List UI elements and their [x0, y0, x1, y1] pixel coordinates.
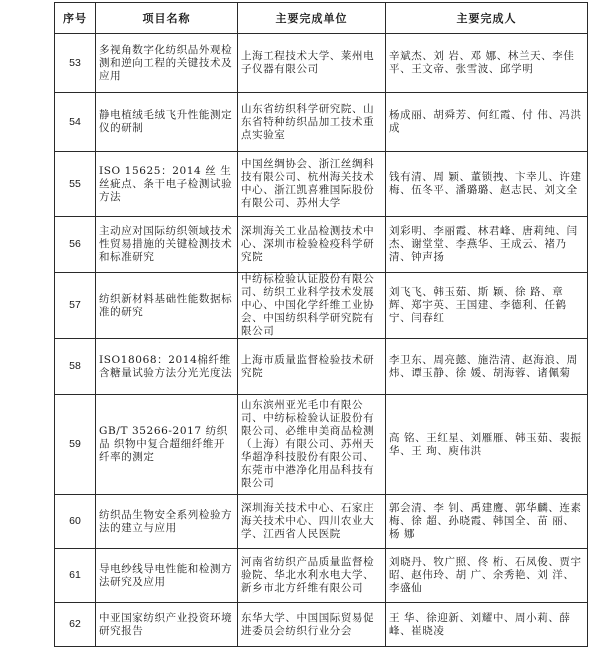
row-completing-unit: 东华大学、中国国际贸易促进委员会纺织行业分会 [238, 603, 386, 647]
row-project-name: ISO18068：2014棉纤维含糖量试验方法分光光度法 [96, 339, 238, 395]
row-completing-unit: 中纺标检验认证股份有限公司、纺织工业科学技术发展中心、中国化学纤维工业协会、中国纺织科学研究院有限公司 [238, 273, 386, 339]
row-project-name: 中亚国家纺织产业投资环境研究报告 [96, 603, 238, 647]
row-project-name: ISO 15625：2014 丝 生丝疵点、条干电子检测试验方法 [96, 152, 238, 217]
header-project-name: 项目名称 [96, 3, 238, 34]
header-seq: 序号 [55, 3, 96, 34]
row-completing-people: 刘晓丹、牧广照、佟 桁、石凤俊、贾宇昭、赵伟玲、胡 广、余秀艳、刘 洋、李盛仙 [386, 549, 588, 603]
row-project-name: 导电纱线导电性能和检测方法研究及应用 [96, 549, 238, 603]
row-completing-unit: 河南省纺织产品质量监督检验院、华北水利水电大学、新乡市北方纤维有限公司 [238, 549, 386, 603]
header-completing-people: 主要完成人 [386, 3, 588, 34]
table-row [55, 549, 588, 603]
row-completing-people: 钱有清、周 颖、董锁拽、卞幸儿、许建梅、伍冬平、潘璐璐、赵志民、刘文全 [386, 152, 588, 217]
row-seq: 60 [55, 495, 96, 549]
row-completing-people: 杨成丽、胡舜芳、何红霞、付 伟、冯洪成 [386, 93, 588, 152]
row-seq: 58 [55, 339, 96, 395]
row-completing-people: 刘飞飞、韩玉茹、斯 颖、徐 路、章 辉、郑宇英、王国建、李德利、任鹤宁、闫春红 [386, 273, 588, 339]
row-project-name: 纺织新材料基础性能数据标准的研究 [96, 273, 238, 339]
table-row [55, 34, 588, 93]
table-row [55, 339, 588, 395]
row-completing-unit: 深圳海关技术中心、石家庄海关技术中心、四川农业大学、江西省人民医院 [238, 495, 386, 549]
row-seq: 59 [55, 395, 96, 495]
table-row [55, 495, 588, 549]
row-completing-people: 刘彩明、李丽霞、林君峰、唐莉纯、闫 杰、谢堂堂、李燕华、王成云、褚乃清、钟声扬 [386, 217, 588, 273]
row-completing-people: 郭会清、李 钊、禹建鹰、郭华麟、连素梅、徐 超、孙晓霞、韩国全、苗 丽、杨 娜 [386, 495, 588, 549]
row-seq: 57 [55, 273, 96, 339]
row-completing-unit: 山东滨州亚光毛巾有限公司、中纺标检验认证股份有限公司、必维申美商品检测（上海）有限公司、苏州天华超净科技股份有限公司、东莞市中港净化用品科技有限公司 [238, 395, 386, 495]
row-completing-people: 辛斌杰、刘 岩、邓 娜、林兰天、李佳平、王文帝、张雪波、邱学明 [386, 34, 588, 93]
row-project-name: GB/T 35266-2017 纺织品 织物中复合超细纤维开纤率的测定 [96, 395, 238, 495]
row-seq: 55 [55, 152, 96, 217]
row-completing-unit: 上海工程技术大学、莱州电子仪器有限公司 [238, 34, 386, 93]
row-project-name: 多视角数字化纺织品外观检测和逆向工程的关键技术及应用 [96, 34, 238, 93]
row-completing-people: 高 铭、王红星、刘雁雁、韩玉茹、裴振华、王 珣、庾伟洪 [386, 395, 588, 495]
award-projects-table [54, 2, 588, 647]
table-row [55, 273, 588, 339]
row-seq: 53 [55, 34, 96, 93]
row-seq: 56 [55, 217, 96, 273]
row-completing-people: 王 华、徐迎新、刘耀中、周小莉、薛 峰、崔晓凌 [386, 603, 588, 647]
row-completing-unit: 上海市质量监督检验技术研究院 [238, 339, 386, 395]
row-seq: 54 [55, 93, 96, 152]
table-row [55, 152, 588, 217]
table-row [55, 93, 588, 152]
table-header-row [55, 3, 588, 34]
table-row [55, 395, 588, 495]
row-completing-people: 李卫东、周亮懿、施浩清、赵海浪、周 炜、谭玉静、徐 媛、胡海蓉、诸佩菊 [386, 339, 588, 395]
header-completing-unit: 主要完成单位 [238, 3, 386, 34]
row-project-name: 静电植绒毛绒飞升性能测定仪的研制 [96, 93, 238, 152]
table-row [55, 217, 588, 273]
row-project-name: 主动应对国际纺织领域技术性贸易措施的关键检测技术和标准研究 [96, 217, 238, 273]
row-seq: 61 [55, 549, 96, 603]
row-completing-unit: 中国丝绸协会、浙江丝绸科技有限公司、杭州海关技术中心、浙江凯喜雅国际股份有限公司、苏州大学 [238, 152, 386, 217]
row-completing-unit: 深圳海关工业品检测技术中心、深圳市检验检疫科学研究院 [238, 217, 386, 273]
row-seq: 62 [55, 603, 96, 647]
row-completing-unit: 山东省纺织科学研究院、山东省特种纺织品加工技术重点实验室 [238, 93, 386, 152]
table-row [55, 603, 588, 647]
row-project-name: 纺织品生物安全系列检验方法的建立与应用 [96, 495, 238, 549]
